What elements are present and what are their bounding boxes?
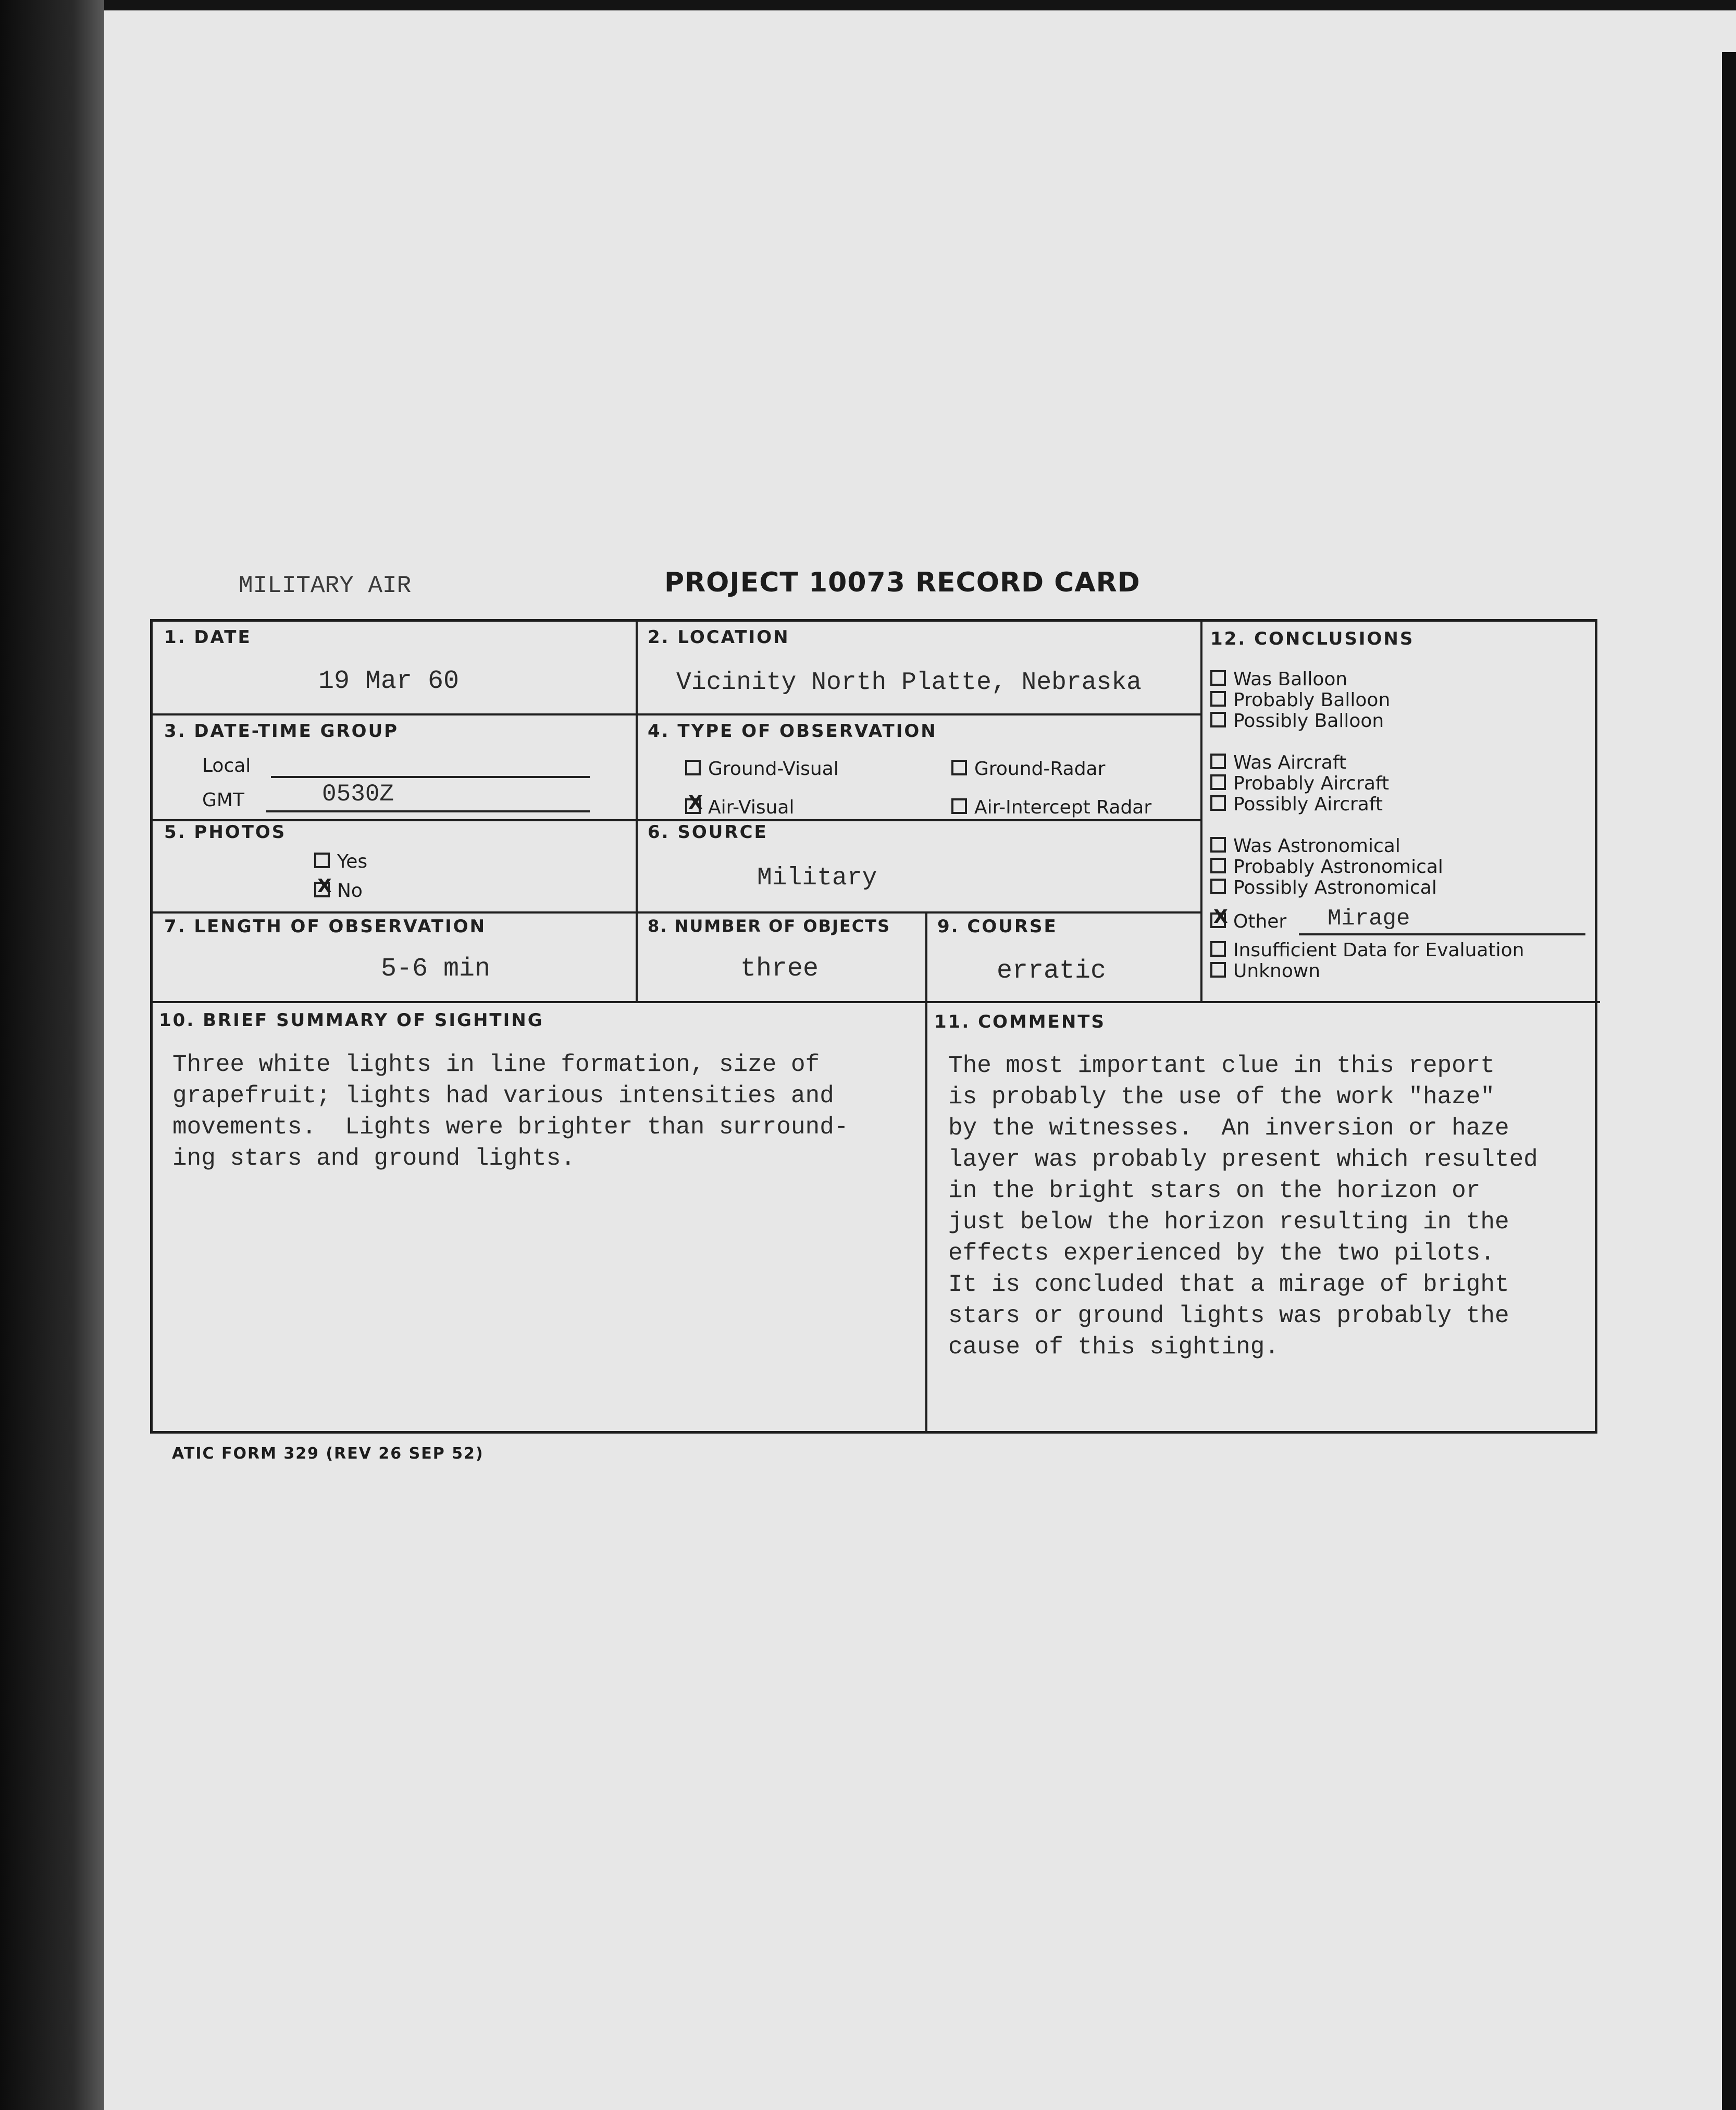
conclusion-probably-aircraft: Probably Aircraft	[1210, 773, 1389, 794]
checkbox-ground-visual	[685, 760, 701, 775]
checkbox-other	[1210, 912, 1226, 928]
gmt-value: 0530Z	[322, 781, 394, 808]
photos-label: 5. PHOTOS	[164, 822, 287, 843]
conclusion-other: XOther	[1210, 911, 1286, 932]
conclusion-was-balloon: Was Balloon	[1210, 669, 1347, 690]
checkbox-insufficient-data	[1210, 941, 1226, 957]
checkbox-was-aircraft	[1210, 754, 1226, 769]
gmt-label: GMT	[202, 789, 244, 811]
number-of-objects-value: three	[740, 954, 819, 984]
comments-label: 11. COMMENTS	[934, 1011, 1106, 1032]
record-card	[150, 619, 1597, 1434]
photos-no: XNo	[314, 880, 363, 902]
checkbox-air-visual	[685, 798, 701, 814]
date-time-group-label: 3. DATE-TIME GROUP	[164, 721, 399, 742]
conclusion-was-aircraft: Was Aircraft	[1210, 752, 1346, 773]
photos-yes: Yes	[314, 851, 367, 872]
checkbox-photos-yes	[314, 853, 330, 868]
length-of-observation-label: 7. LENGTH OF OBSERVATION	[164, 916, 487, 937]
course-value: erratic	[997, 956, 1107, 986]
checkbox-air-intercept-radar	[951, 798, 967, 814]
checkbox-was-astronomical	[1210, 837, 1226, 853]
length-of-observation-value: 5-6 min	[381, 954, 491, 984]
location-label: 2. LOCATION	[648, 627, 790, 648]
gmt-field	[266, 810, 590, 812]
other-value: Mirage	[1328, 906, 1410, 932]
summary-text: Three white lights in line formation, size of grapefruit; lights had various intensities and movements. Lights were brighter than surround- ing stars and ground lights.	[172, 1051, 849, 1172]
conclusion-insufficient-data: Insufficient Data for Evaluation	[1210, 940, 1524, 961]
checkbox-probably-astronomical	[1210, 858, 1226, 873]
option-ground-visual: Ground-Visual	[685, 758, 839, 780]
film-edge-right	[1722, 52, 1736, 2110]
page-title: PROJECT 10073 RECORD CARD	[664, 567, 1140, 598]
comments-text: The most important clue in this report is probably the use of the work "haze" by the witnesses. An inversion or haze layer was probably present which resulted in the bright stars on the horizon or just below the horizon resulting in the effects experienced by the two pilots. It is concluded that a mirage of bright stars or ground lights was probably the cause of this sighting.	[948, 1052, 1538, 1361]
conclusion-possibly-astronomical: Possibly Astronomical	[1210, 877, 1437, 898]
date-value: 19 Mar 60	[318, 667, 460, 696]
conclusion-probably-astronomical: Probably Astronomical	[1210, 856, 1443, 878]
checkbox-probably-aircraft	[1210, 774, 1226, 790]
option-ground-radar: Ground-Radar	[951, 758, 1105, 780]
source-value: Military	[757, 864, 877, 892]
checkbox-possibly-astronomical	[1210, 879, 1226, 894]
checkbox-was-balloon	[1210, 670, 1226, 686]
form-id: ATIC FORM 329 (REV 26 SEP 52)	[172, 1445, 484, 1463]
location-value: Vicinity North Platte, Nebraska	[676, 669, 1142, 697]
local-label: Local	[202, 755, 251, 776]
number-of-objects-label: 8. NUMBER OF OBJECTS	[648, 916, 891, 936]
film-edge-left	[0, 0, 104, 2110]
conclusion-probably-balloon: Probably Balloon	[1210, 689, 1390, 711]
checkbox-possibly-aircraft	[1210, 795, 1226, 811]
course-label: 9. COURSE	[937, 916, 1058, 937]
checkbox-unknown	[1210, 962, 1226, 978]
conclusion-possibly-balloon: Possibly Balloon	[1210, 710, 1384, 732]
checkbox-possibly-balloon	[1210, 712, 1226, 727]
option-air-visual: XAir-Visual	[685, 797, 794, 818]
summary-label: 10. BRIEF SUMMARY OF SIGHTING	[159, 1010, 544, 1031]
conclusions-label: 12. CONCLUSIONS	[1210, 628, 1415, 649]
date-label: 1. DATE	[164, 627, 252, 648]
option-air-intercept-radar: Air-Intercept Radar	[951, 797, 1151, 818]
source-label: 6. SOURCE	[648, 822, 768, 843]
type-of-observation-label: 4. TYPE OF OBSERVATION	[648, 721, 937, 742]
checkbox-ground-radar	[951, 760, 967, 775]
checkbox-probably-balloon	[1210, 691, 1226, 707]
local-field	[271, 776, 590, 778]
conclusion-possibly-aircraft: Possibly Aircraft	[1210, 794, 1383, 815]
conclusion-was-astronomical: Was Astronomical	[1210, 835, 1400, 857]
military-air-stamp: MILITARY AIR	[239, 572, 412, 599]
checkbox-photos-no	[314, 882, 330, 897]
conclusion-unknown: Unknown	[1210, 960, 1320, 982]
other-field	[1299, 933, 1585, 935]
